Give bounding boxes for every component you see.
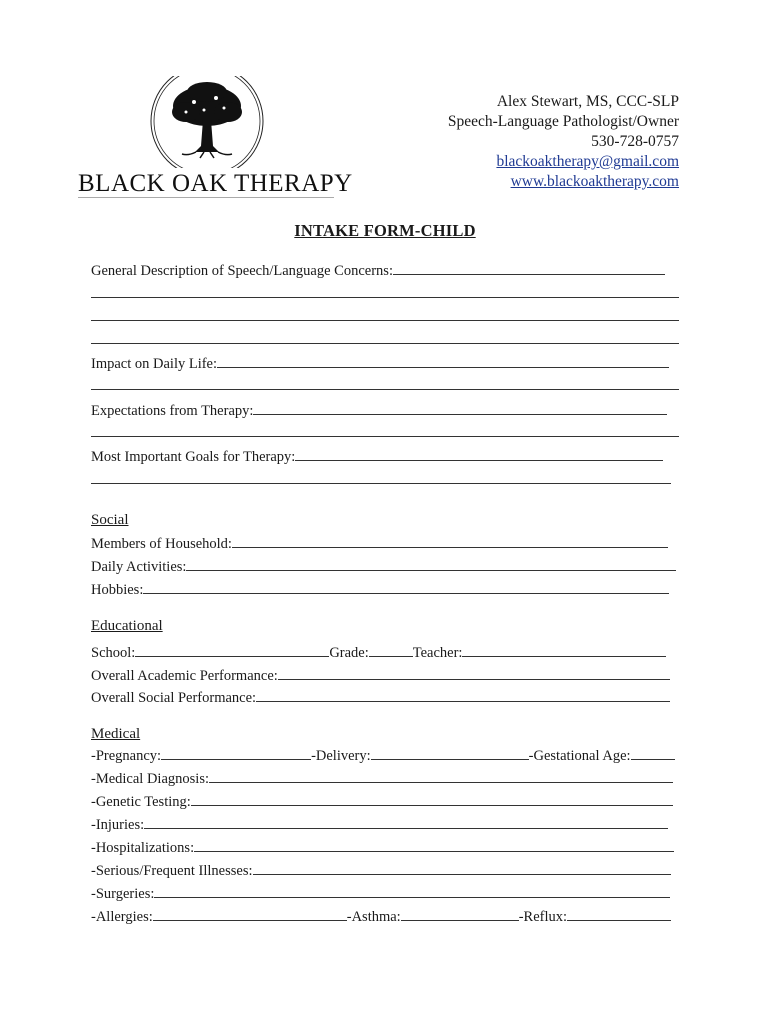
oak-tree-icon: [146, 76, 268, 168]
concerns-field[interactable]: [91, 261, 681, 280]
reflux-label: -Reflux:: [518, 909, 568, 925]
school-blank[interactable]: [135, 643, 329, 657]
asthma-blank[interactable]: [401, 907, 519, 921]
concerns-blank-line[interactable]: [91, 343, 679, 344]
form-title: INTAKE FORM-CHILD: [294, 221, 476, 240]
grade-blank[interactable]: [369, 643, 413, 657]
household-blank[interactable]: [232, 534, 668, 548]
diagnosis-field[interactable]: [91, 769, 681, 788]
goals-label: Most Important Goals for Therapy:: [91, 449, 296, 465]
social-performance-field[interactable]: [91, 688, 681, 707]
logo-divider: [78, 197, 334, 198]
impact-blank[interactable]: [217, 354, 669, 368]
diagnosis-label: -Medical Diagnosis:: [91, 771, 209, 787]
genetic-blank[interactable]: [191, 792, 673, 806]
household-field[interactable]: [91, 534, 681, 553]
genetic-label: -Genetic Testing:: [91, 794, 191, 810]
email-link[interactable]: blackoaktherapy@gmail.com: [496, 153, 679, 170]
expectations-field[interactable]: [91, 401, 681, 420]
teacher-label: Teacher:: [412, 645, 463, 661]
provider-role: Speech-Language Pathologist/Owner: [447, 113, 679, 130]
expectations-label: Expectations from Therapy:: [91, 403, 254, 419]
injuries-label: -Injuries:: [91, 817, 145, 833]
concerns-label: General Description of Speech/Language Concerns:: [91, 263, 393, 279]
activities-blank[interactable]: [186, 557, 676, 571]
impact-blank-line[interactable]: [91, 389, 679, 390]
illnesses-field[interactable]: [91, 861, 681, 880]
hobbies-blank[interactable]: [143, 580, 669, 594]
social-heading: Social: [91, 512, 129, 528]
concerns-blank-line[interactable]: [91, 320, 679, 321]
injuries-blank[interactable]: [144, 815, 668, 829]
academic-field[interactable]: [91, 666, 681, 685]
social-performance-label: Overall Social Performance:: [91, 690, 257, 706]
expectations-blank[interactable]: [253, 401, 667, 415]
pregnancy-blank[interactable]: [161, 746, 311, 760]
surgeries-blank[interactable]: [154, 884, 670, 898]
contact-block: [448, 92, 679, 192]
activities-field[interactable]: [91, 557, 681, 576]
delivery-label: -Delivery:: [311, 748, 371, 764]
school-field[interactable]: [91, 643, 681, 662]
provider-name: Alex Stewart, MS, CCC-SLP: [496, 93, 679, 110]
gestational-blank[interactable]: [631, 746, 675, 760]
educational-heading: Educational: [91, 618, 163, 634]
surgeries-field[interactable]: [91, 884, 681, 903]
allergies-field[interactable]: [91, 907, 681, 926]
black-oak-therapy-logo: [78, 76, 353, 201]
allergies-label: -Allergies:: [91, 909, 153, 925]
genetic-field[interactable]: [91, 792, 681, 811]
hobbies-field[interactable]: [91, 580, 681, 599]
social-performance-blank[interactable]: [256, 688, 670, 702]
hospitalizations-label: -Hospitalizations:: [91, 840, 195, 856]
pregnancy-field[interactable]: [91, 746, 681, 765]
goals-field[interactable]: [91, 447, 681, 466]
impact-label: Impact on Daily Life:: [91, 356, 218, 372]
medical-heading: Medical: [91, 726, 141, 742]
concerns-blank-line[interactable]: [91, 297, 679, 298]
concerns-blank[interactable]: [393, 261, 665, 275]
goals-blank[interactable]: [295, 447, 663, 461]
website-link[interactable]: www.blackoaktherapy.com: [510, 173, 679, 190]
allergies-blank[interactable]: [153, 907, 347, 921]
teacher-blank[interactable]: [462, 643, 666, 657]
illnesses-blank[interactable]: [253, 861, 671, 875]
delivery-blank[interactable]: [371, 746, 529, 760]
hospitalizations-field[interactable]: [91, 838, 681, 857]
asthma-label: -Asthma:: [346, 909, 401, 925]
academic-blank[interactable]: [278, 666, 670, 680]
household-label: Members of Household:: [91, 536, 232, 552]
injuries-field[interactable]: [91, 815, 681, 834]
academic-label: Overall Academic Performance:: [91, 668, 278, 684]
provider-phone: 530-728-0757: [591, 133, 679, 150]
surgeries-label: -Surgeries:: [91, 886, 155, 902]
expectations-blank-line[interactable]: [91, 436, 679, 437]
logo-wordmark: BLACK OAK THERAPY: [78, 170, 353, 197]
pregnancy-label: -Pregnancy:: [91, 748, 162, 764]
hobbies-label: Hobbies:: [91, 582, 144, 598]
illnesses-label: -Serious/Frequent Illnesses:: [91, 863, 253, 879]
hospitalizations-blank[interactable]: [194, 838, 674, 852]
goals-blank-line[interactable]: [91, 483, 671, 484]
school-label: School:: [91, 645, 136, 661]
impact-field[interactable]: [91, 354, 681, 373]
diagnosis-blank[interactable]: [209, 769, 673, 783]
activities-label: Daily Activities:: [91, 559, 187, 575]
grade-label: Grade:: [329, 645, 369, 661]
gestational-label: -Gestational Age:: [528, 748, 631, 764]
reflux-blank[interactable]: [567, 907, 671, 921]
